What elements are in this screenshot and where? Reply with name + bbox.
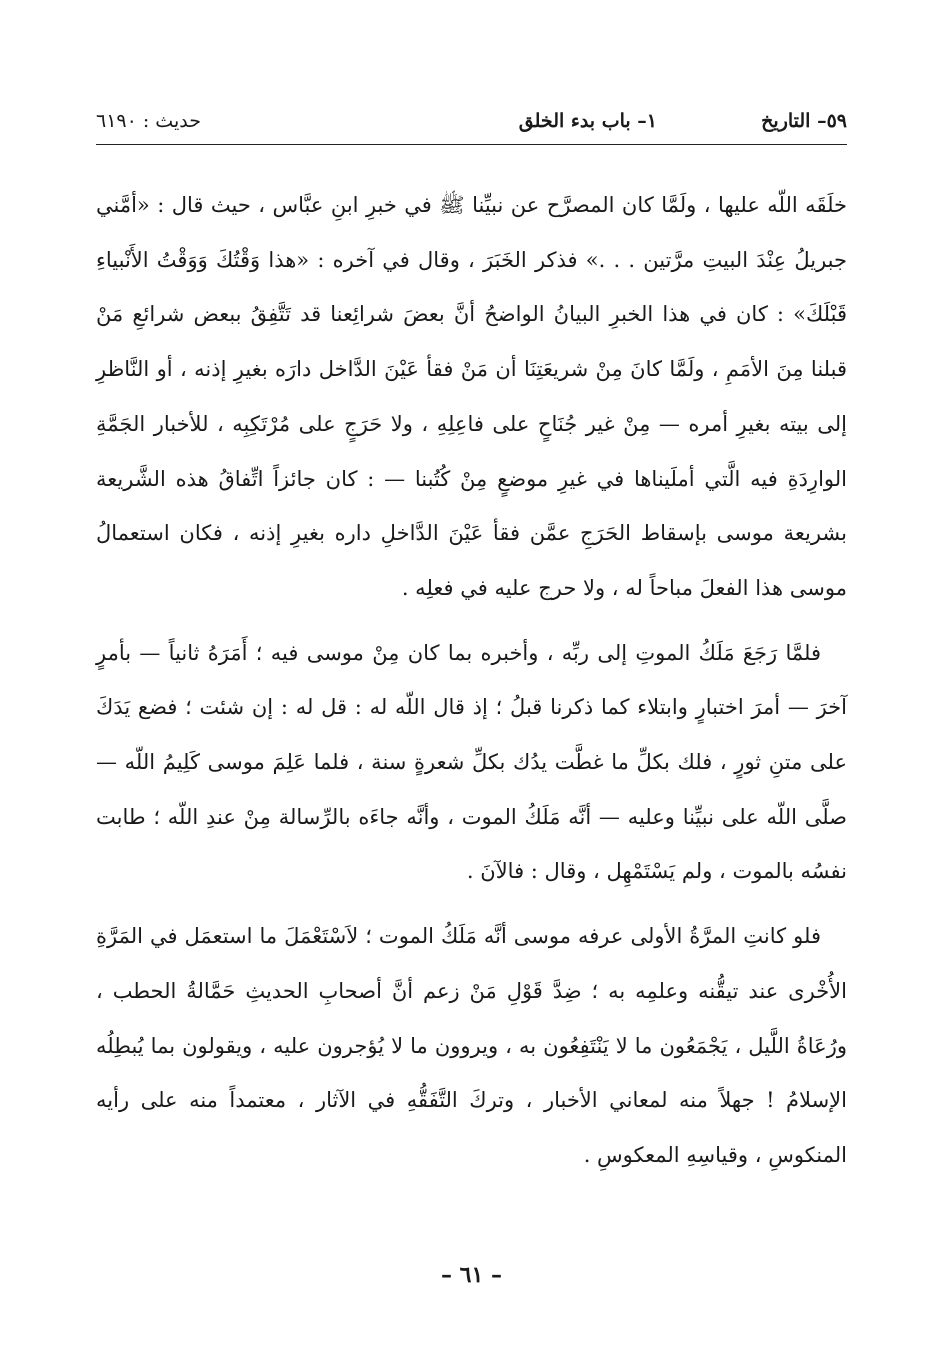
paragraph-gap xyxy=(96,899,847,909)
paragraph-1: خلَقَه اللّه عليها ، ولَمَّا كان المصرَّح عن نبيِّنا ﷺ في خبرِ ابنِ عبَّاس ، حيث قال : «أمَّني جبريلُ عِنْدَ البيتِ مرَّتين . . .» فذكر الخَبَرَ ، وقال في آخره : «هذا وَقْتُكَ وَوَقْتُ الأَنْبياءِ قَبْلَكَ» : كان في هذا الخبرِ البيانُ الواضحُ أنَّ بعضَ شرائِعنا قد تَتَّفِقُ ببعض شرائعِ مَنْ قبلنا مِنَ الأمَمِ ، ولَمَّا كانَ مِنْ شريعَتِنَا أن مَنْ فقأ عَيْنَ الدَّاخل دارَه بغيرِ إذنه ، أو النَّاظرِ إلى بيته بغيرِ أمره — مِنْ غير جُنَاحٍ على فاعِلِهِ ، ولا حَرَجٍ على مُرْتَكِبِه ، للأخبار الجَمَّةِ الوارِدَةِ فيه الَّتي أملَيناها في غيرِ موضعٍ مِنْ كُتُبنا — : كان جائزاً اتِّفاقُ هذه الشَّريعة بشريعة موسى بإسقاط الحَرَجِ عمَّن فقأ عَيْنَ الدَّاخلِ داره بغيرِ إذنه ، فكان استعمالُ موسى هذا الفعلَ مباحاً له ، ولا حرج عليه في فعلِه . xyxy=(96,193,847,600)
page-number: – ٦١ – xyxy=(441,1262,502,1288)
running-header xyxy=(96,104,847,145)
section-title: ١– باب بدء الخلق xyxy=(518,110,657,132)
chapter-title: ٥٩– التاريخ xyxy=(761,110,847,132)
body-text xyxy=(96,178,847,1183)
paragraph-3: فلو كانتِ المرَّةُ الأولى عرفه موسى أنَّه مَلَكُ الموت ؛ لاَسْتَعْمَلَ ما استعمَل في المَرَّةِ الأُخْرى عند تيقُّنه وعلمِه به ؛ ضِدَّ قَوْلِ مَنْ زعم أنَّ أصحابِ الحديثِ حَمَّالةُ الحطب ، ورُعَاةُ اللَّيل ، يَجْمَعُون ما لا يَنْتَفِعُون به ، ويروون ما لا يُؤجرون عليه ، ويقولون بما يُبطِلُه الإسلامُ ! جهلاً منه لمعاني الأخبار ، وتركَ التَّفَقُّهِ في الآثار ، معتمداً منه على رأيه المنكوسِ ، وقياسِهِ المعكوسِ . xyxy=(96,924,847,1167)
paragraph-gap xyxy=(96,616,847,626)
paragraph-2: فلمَّا رَجَعَ مَلَكُ الموتِ إلى ربِّه ، وأخبره بما كان مِنْ موسى فيه ؛ أَمَرَهُ ثانياً — بأمرٍ آخرَ — أمرَ اختبارٍ وابتلاء كما ذكرنا قبلُ ؛ إذ قال اللّه له : قل له : إن شئت ؛ فضع يَدَكَ على متنِ ثورٍ ، فلك بكلِّ ما غطَّت يدُك بكلِّ شعرةٍ سنة ، فلما عَلِمَ موسى كَلِيمُ اللّه — صلَّى اللّه على نبيِّنا وعليه — أنَّه مَلَكُ الموت ، وأنَّه جاءَه بالرِّسالة مِنْ عندِ اللّه ؛ طابت نفسُه بالموت ، ولم يَسْتَمْهِل ، وقال : فالآنَ . xyxy=(96,640,847,884)
hadith-number: حديث : ٦١٩٠ xyxy=(96,110,201,132)
